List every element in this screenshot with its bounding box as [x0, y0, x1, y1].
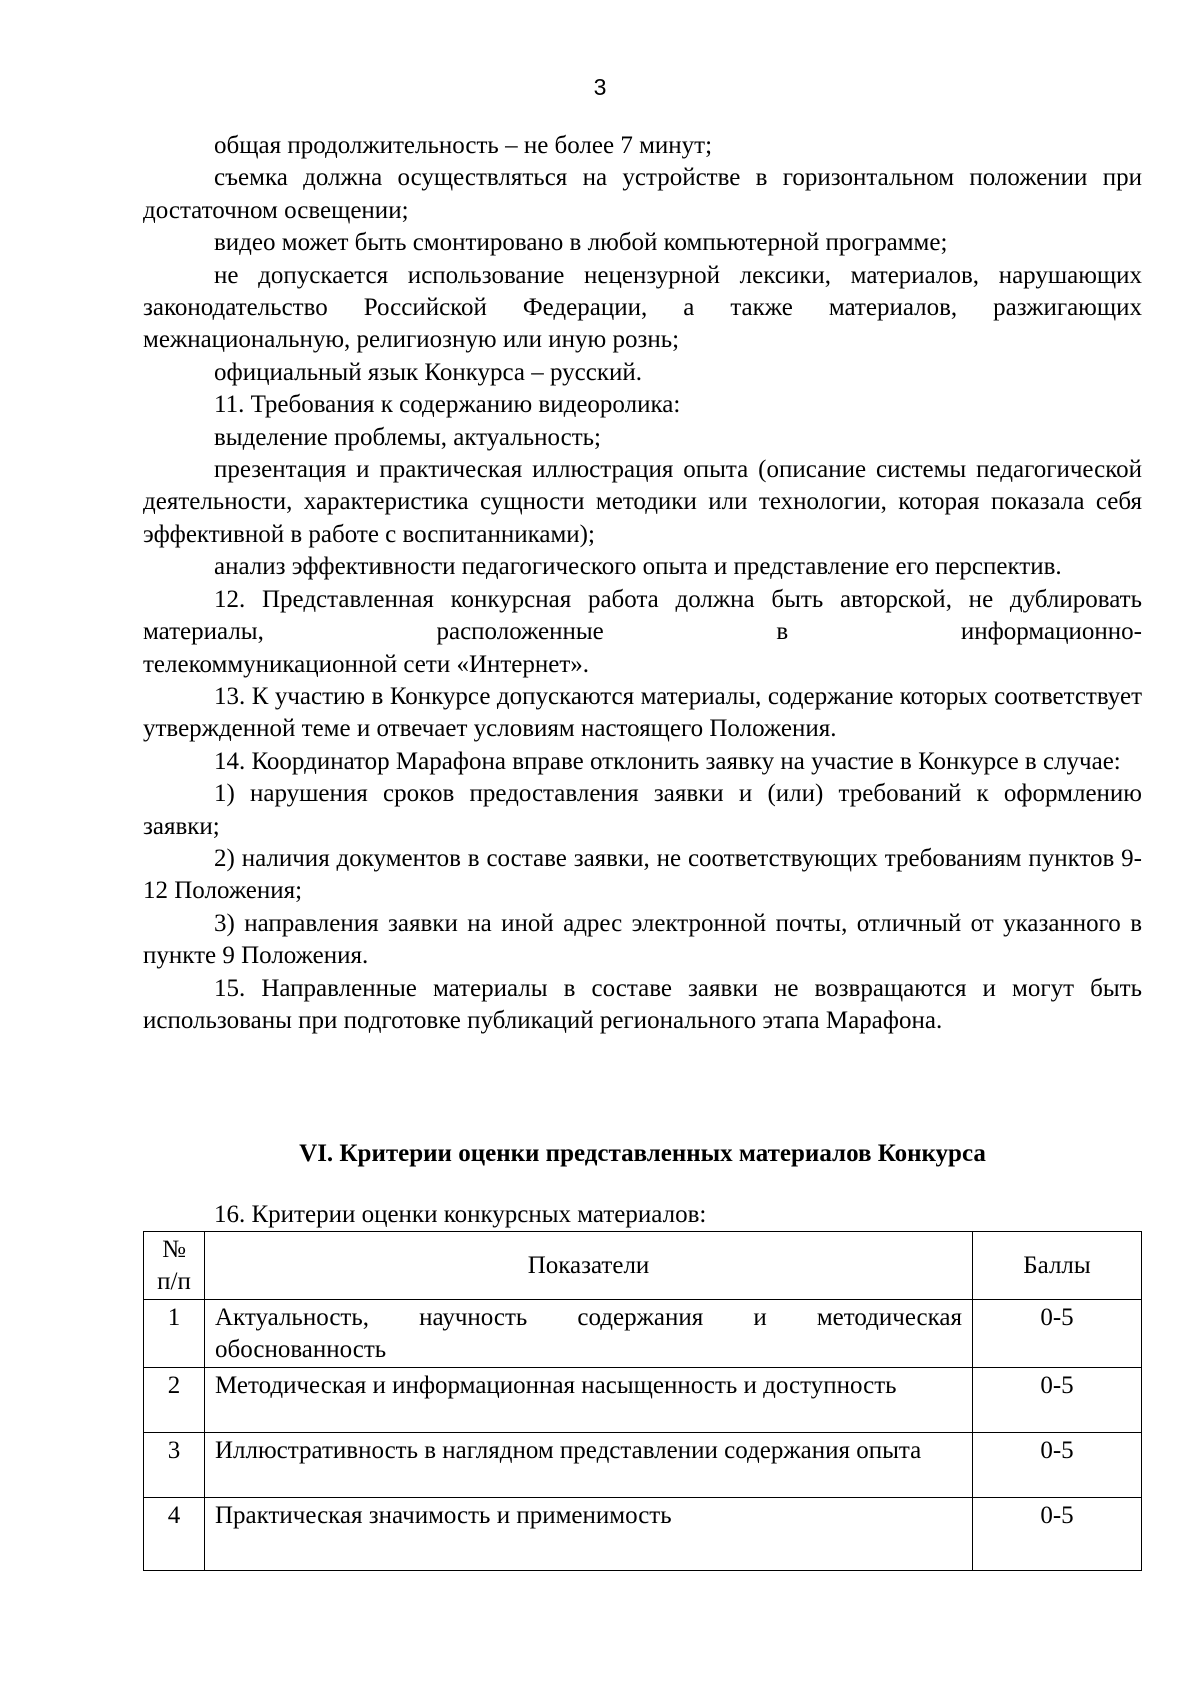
row-number: 2: [144, 1367, 205, 1432]
list-item: 3) направления заявки на иной адрес электронной почты, отличный от указанного в пункте 9 Положения.: [143, 909, 1142, 970]
paragraph: 12. Представленная конкурсная работа должна быть авторской, не дублировать материалы, расположенные в информационно-: [143, 585, 1142, 646]
paragraph: 11. Требования к содержанию видеоролика:: [214, 391, 681, 419]
paragraph: выделение проблемы, актуальность;: [214, 423, 601, 451]
row-score: 0-5: [973, 1367, 1142, 1432]
indicator-text: Иллюстративность в наглядном представлении содержания опыта: [215, 1436, 922, 1464]
row-indicator: [205, 1432, 973, 1497]
indicator-text: Актуальность, научность содержания и методическая обоснованность: [215, 1303, 962, 1364]
paragraph: съемка должна осуществляться на устройстве в горизонтальном положении при достаточном освещении;: [143, 164, 1142, 224]
paragraph: видео может быть смонтировано в любой компьютерной программе;: [214, 229, 948, 257]
table-row: [144, 1367, 1142, 1432]
row-number: 4: [144, 1497, 205, 1570]
paragraph-continuation: телекоммуникационной сети «Интернет».: [143, 650, 590, 678]
paragraph: 14. Координатор Марафона вправе отклонить заявку на участие в Конкурсе в случае:: [214, 747, 1121, 775]
paragraph: не допускается использование нецензурной лексики, материалов, нарушающих законодательство Российской Федерации, а также материалов, разжигающих межнациональную, религиозную или иную рознь;: [143, 261, 1142, 354]
table-row: [144, 1432, 1142, 1497]
paragraph: анализ эффективности педагогического опыта и представление его перспектив.: [214, 553, 1062, 581]
table-caption: 16. Критерии оценки конкурсных материалов:: [214, 1201, 707, 1228]
row-indicator: [205, 1367, 973, 1432]
paragraph: 13. К участию в Конкурсе допускаются материалы, содержание которых соответствует утвержденной теме и отвечает условиям настоящего Положения.: [143, 682, 1142, 743]
header-number-symbol: №: [162, 1236, 186, 1263]
table-row: [144, 1497, 1142, 1570]
list-item: 1) нарушения сроков предоставления заявки и (или) требований к оформлению заявки;: [143, 780, 1142, 840]
row-indicator: [205, 1497, 973, 1570]
section-heading: VI. Критерии оценки представленных материалов Конкурса: [299, 1140, 986, 1167]
row-score: 0-5: [973, 1299, 1142, 1367]
indicator-text: Методическая и информационная насыщенность и доступность: [215, 1371, 897, 1399]
header-number-abbrev: п/п: [157, 1268, 191, 1296]
page-number: 3: [593, 74, 607, 100]
column-header-number: [144, 1232, 205, 1300]
indicator-text: Практическая значимость и применимость: [215, 1501, 672, 1529]
table-row: [144, 1299, 1142, 1367]
row-score: 0-5: [973, 1432, 1142, 1497]
row-score: 0-5: [973, 1497, 1142, 1570]
column-header-score: Баллы: [973, 1232, 1142, 1300]
row-number: 3: [144, 1432, 205, 1497]
table-header-row: [144, 1232, 1142, 1300]
criteria-table: [143, 1231, 1142, 1571]
paragraph: официальный язык Конкурса – русский.: [214, 358, 643, 386]
column-header-indicators: Показатели: [205, 1232, 973, 1300]
document-body: [143, 130, 1142, 1037]
paragraph: презентация и практическая иллюстрация опыта (описание системы педагогической деятельности, характеристика сущности методики или технологии, которая показала себя эффективной в работе с воспитанниками);: [143, 456, 1142, 548]
row-indicator: [205, 1299, 973, 1367]
paragraph: общая продолжительность – не более 7 минут;: [214, 132, 713, 159]
paragraph: 15. Направленные материалы в составе заявки не возвращаются и могут быть использованы при подготовке публикаций регионального этапа Марафона.: [143, 974, 1142, 1034]
list-item: 2) наличия документов в составе заявки, не соответствующих требованиям пунктов 9-12 Положения;: [143, 844, 1142, 905]
row-number: 1: [144, 1299, 205, 1367]
